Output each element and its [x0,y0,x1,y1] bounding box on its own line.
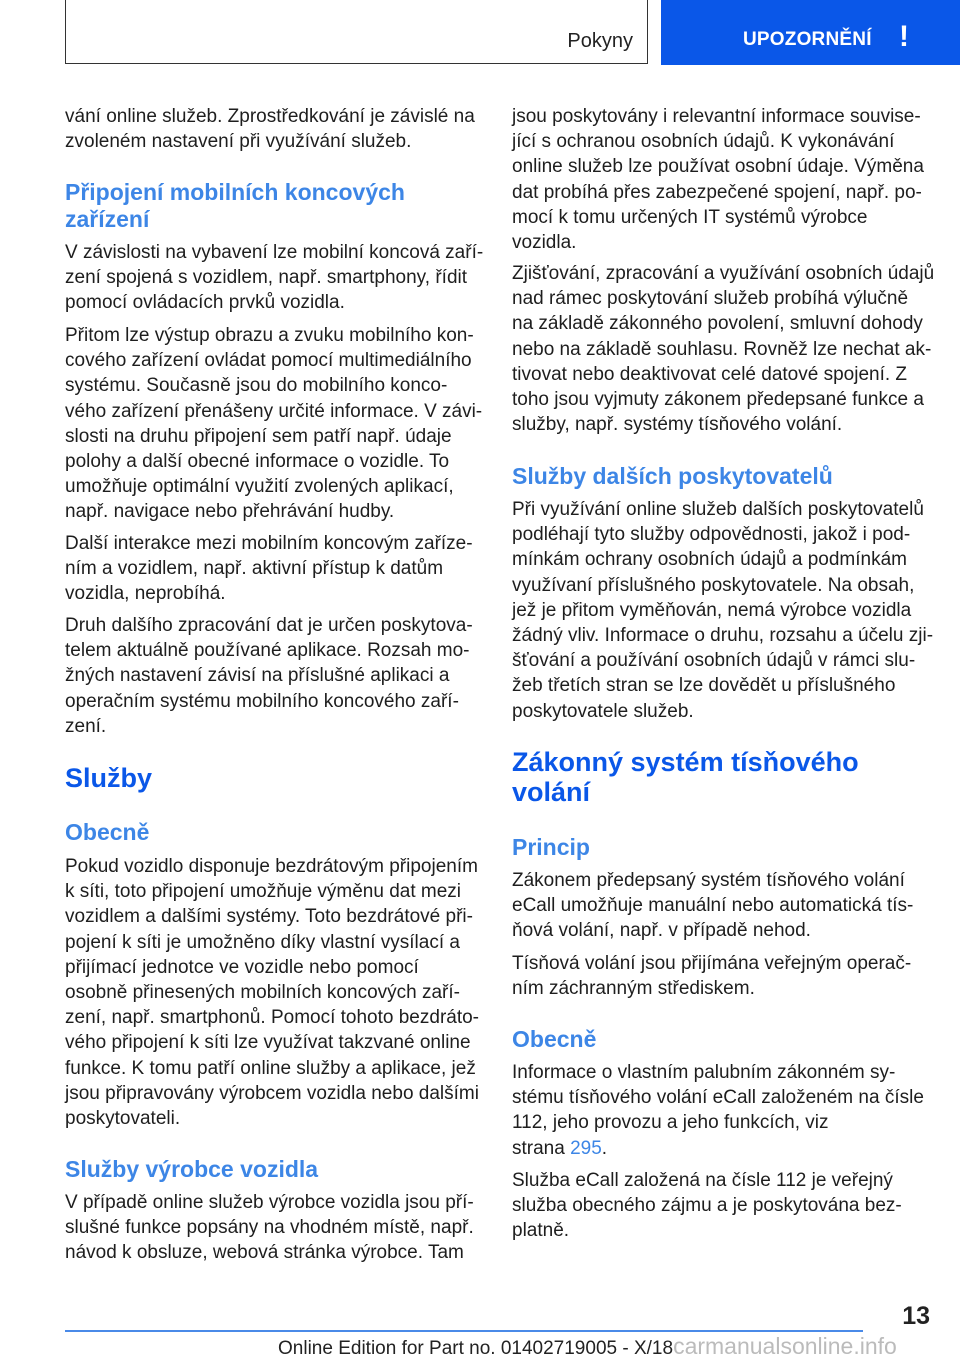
text-line: Další interakce mezi mobilním koncovým zaříze- [65,533,473,554]
paragraph [65,531,473,607]
text-line: jsou připravovány výrobcem vozidla nebo dalšími [65,1082,479,1104]
heading-2 [65,819,149,846]
text-line: zení, např. smartphonů. Pomocí tohoto bezdráto- [65,1007,480,1029]
text-segment: . [601,1137,608,1159]
text-line: Služby [65,763,153,793]
warning-tab-label: UPOZORNĚNÍ [743,29,872,50]
text-line: volání [512,777,591,807]
text-line: šťování a používání osobních údajů v rámci slu- [512,650,916,672]
text-line: osobně přinesených mobilních koncových zaří- [65,982,460,1004]
text-line: toho jsou vyjmuty zákonem předepsané funkce a [512,389,924,411]
paragraph [512,1168,902,1244]
text-line: pojení k síti je umožněno díky vlastní vysílací a [65,931,460,953]
text-line: Informace o vlastním palubním zákonném sy- [512,1062,896,1083]
text-line: V závislosti na vybavení lze mobilní koncová zaří- [65,242,484,263]
text-line: žných nastavení závisí na příslušné aplikaci a [65,665,450,687]
text-line: nad rámec poskytování služeb probíhá výlučně [512,288,909,310]
text-line: využívaní příslušného poskytovatele. Na obsah, [512,574,915,596]
page-number: 13 [902,1302,930,1330]
text-line: návod k obsluze, webová stránka výrobce. Tam [65,1242,464,1264]
paragraph [512,497,933,724]
text-line: Obecně [512,1026,597,1052]
paragraph [65,613,473,739]
text-line: Služby dalších poskytovatelů [512,463,833,489]
heading-2 [512,463,833,490]
text-line: vého zařízení přenášeny určité informace. V závi- [65,400,483,422]
text-line: zení spojená s vozidlem, např. smartphony, řídit [65,267,468,289]
text-line: polohy a další obecné informace o vozidle. To [65,451,450,473]
text-line: funkce. K tomu patří online služby a aplikace, jež [65,1057,476,1079]
text-line: vozidlem a dalšími systémy. Toto bezdrátové při- [65,906,473,928]
text-line: poskytovateli. [65,1108,181,1130]
text-line: Při využívání online služeb dalších poskytovatelů [512,499,924,520]
text-line: pomocí ovládacích prvků vozidla. [65,292,345,314]
text-segment: strana [512,1137,571,1159]
text-line: k síti, toto připojení umožňuje výměnu dat mezi [65,881,462,903]
warning-tab[interactable] [661,0,960,65]
text-line: např. navigace nebo přehrávání hudby. [65,501,395,523]
text-line: ňová volání, např. v případě nehod. [512,920,811,942]
text-line: cového zařízení ovládat pomocí multimediálního [65,350,472,372]
text-line: Obecně [65,819,150,845]
text-line: operačním systému mobilního koncového zaří- [65,690,459,712]
header-section-box [65,0,648,64]
text-line: podléhají tyto služby odpovědnosti, jakož i pod- [512,524,911,546]
footer-rule [65,1330,863,1332]
heading-1 [512,747,859,807]
text-line: tivovat nebo deaktivovat celé datové spojení. Z [512,363,908,385]
text-line: Druh dalšího zpracování dat je určen poskytova- [65,615,473,636]
paragraph [65,854,479,1131]
text-line: Připojení mobilních koncových [65,179,405,205]
text-line: Zákonem předepsaný systém tísňového volání [512,870,905,891]
text-line: online služeb lze používat osobní údaje. Výměna [512,156,924,178]
text-line: telem aktuálně používané aplikace. Rozsah mo- [65,640,470,662]
text-line: nebo na základě souhlasu. Rovněž lze nechat ak- [512,338,932,360]
text-line: Služby výrobce vozidla [65,1156,319,1182]
text-line: slosti na druhu připojení sem patří např. údaje [65,425,452,447]
text-line: Přitom lze výstup obrazu a zvuku mobilního kon- [65,325,474,346]
text-line: dat probíhá přes zabezpečené spojení, např. po- [512,181,922,203]
exclamation-icon: ! [899,20,909,53]
text-line: jící s ochranou osobních údajů. K vykonávání [512,131,895,153]
text-line: Zákonný systém tísňového [512,747,859,777]
paragraph [65,104,475,154]
text-line: mocí k tomu určených IT systémů výrobce [512,206,868,228]
text-line: systému. Současně jsou do mobilního konco- [65,375,448,397]
watermark: carmanualsonline.info [673,1333,897,1359]
text-line: služba obecného zájmu a je poskytována bez- [512,1195,902,1217]
edition-text: Online Edition for Part no. 01402719005 - X/18 [278,1338,674,1359]
text-line: eCall umožňuje manuální nebo automatická tís- [512,895,914,917]
text-line: zení. [65,715,107,737]
text-line: 112, jeho provozu a jeho funkcích, viz [512,1112,829,1134]
text-line: Zjišťování, zpracování a využívání osobních údajů [512,263,935,284]
footer [278,1333,897,1360]
text-line: zařízení [65,206,150,232]
heading-2 [65,179,405,233]
paragraph [65,240,483,316]
paragraph [65,323,482,525]
heading-2 [512,1026,596,1053]
text-line: Princip [512,834,590,860]
text-line: jsou poskytovány i relevantní informace souvise- [512,106,921,127]
paragraph [512,261,934,437]
text-line: slušné funkce popsány na vhodném místě, např. [65,1217,474,1239]
section-title: Pokyny [567,30,633,52]
text-line: žeb třetích stran se lze dovědět u příslušného [512,675,896,697]
text-line: poskytovatele služeb. [512,700,694,722]
heading-1 [65,763,152,793]
text-line: jež je přitom vyměňován, nemá výrobce vozidla [512,599,912,621]
text-line: na základě zákonného povolení, smluvní dohody [512,313,923,335]
text-line: ním a vozidlem, např. aktivní přístup k datům [65,558,444,580]
text-line: vání online služeb. Zprostředkování je závislé na [65,106,475,127]
text-line: stému tísňového volání eCall založeném na čísle [512,1087,924,1109]
text-line: Služba eCall založená na čísle 112 je veřejný [512,1170,893,1191]
heading-2 [512,834,590,861]
paragraph [65,1190,474,1266]
heading-2 [65,1156,318,1183]
text-line: umožňuje optimální využití zvolených aplikací, [65,476,454,498]
text-line: služby, např. systémy tísňového volání. [512,414,843,436]
paragraph [512,104,924,255]
paragraph [512,1060,924,1161]
text-line: přijímací jednotce ve vozidle nebo pomocí [65,956,419,978]
text-line: ním záchranným střediskem. [512,978,755,1000]
text-line: Pokud vozidlo disponuje bezdrátovým připojením [65,856,478,877]
paragraph [512,951,911,1001]
page-reference-link[interactable]: 295 [570,1137,602,1159]
text-line: platně. [512,1220,570,1242]
text-line: vozidla. [512,232,577,254]
text-line: V případě online služeb výrobce vozidla jsou pří- [65,1192,474,1213]
text-line: vého připojení k síti lze využívat takzvané online [65,1032,471,1054]
text-line: Tísňová volání jsou přijímána veřejným operač- [512,953,912,974]
text-line: mínkám ochrany osobních údajů a podmínkám [512,549,907,571]
text-line: zvoleném nastavení při využívání služeb. [65,131,412,153]
text-line: žádný vliv. Informace o druhu, rozsahu a účelu zji- [512,625,934,647]
text-line: vozidla, neprobíhá. [65,583,226,605]
text-line [512,1136,924,1161]
paragraph [512,868,913,944]
